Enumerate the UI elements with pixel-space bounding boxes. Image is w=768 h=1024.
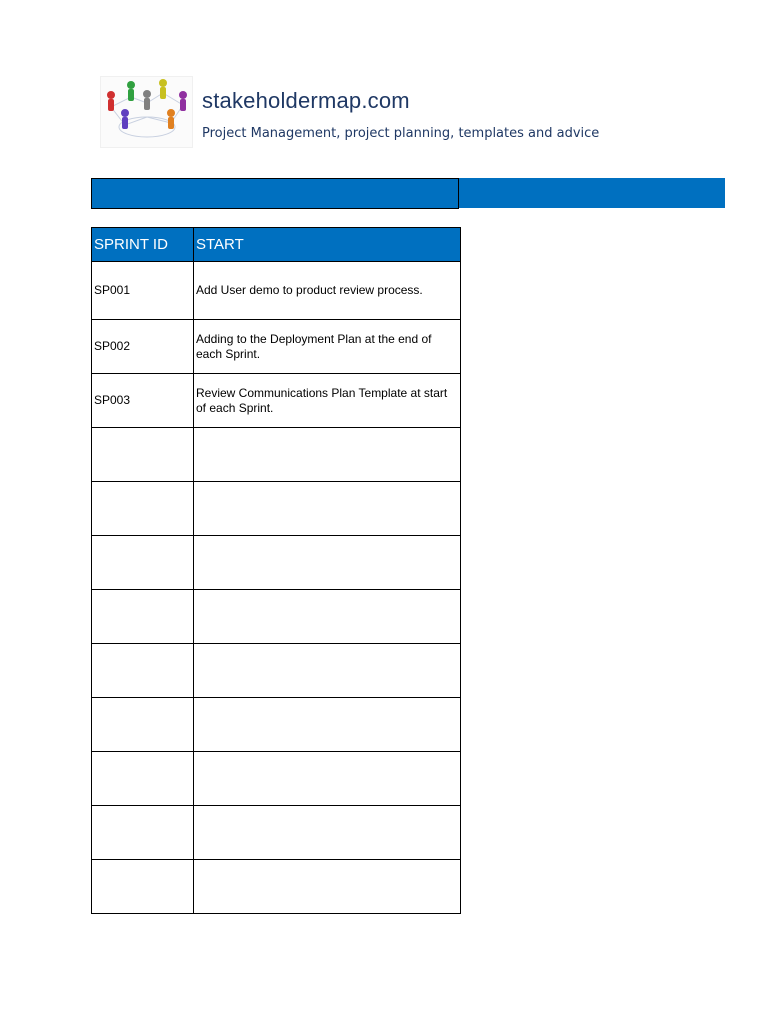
table-header-row — [92, 228, 461, 262]
table-row — [92, 374, 461, 428]
start-cell[interactable] — [194, 428, 461, 482]
title-bar — [91, 178, 459, 209]
start-cell[interactable] — [194, 698, 461, 752]
sprint-id-cell[interactable] — [92, 536, 194, 590]
table-row — [92, 262, 461, 320]
table-row — [92, 428, 461, 482]
table-row — [92, 644, 461, 698]
table-row — [92, 860, 461, 914]
sprint-id-cell[interactable]: SP001 — [92, 262, 194, 320]
table-row — [92, 482, 461, 536]
start-cell[interactable] — [194, 644, 461, 698]
sprint-id-cell[interactable] — [92, 590, 194, 644]
table-row — [92, 320, 461, 374]
start-cell[interactable] — [194, 806, 461, 860]
sprint-table — [91, 227, 461, 914]
sprint-id-cell[interactable] — [92, 752, 194, 806]
sprint-id-cell[interactable] — [92, 428, 194, 482]
start-cell[interactable]: Add User demo to product review process. — [194, 262, 461, 320]
sprint-id-cell[interactable] — [92, 806, 194, 860]
start-cell[interactable]: Review Communications Plan Template at start of each Sprint. — [194, 374, 461, 428]
start-cell[interactable] — [194, 536, 461, 590]
table-row — [92, 752, 461, 806]
sprint-id-cell[interactable]: SP002 — [92, 320, 194, 374]
start-cell[interactable] — [194, 752, 461, 806]
start-cell[interactable] — [194, 860, 461, 914]
sprint-id-cell[interactable]: SP003 — [92, 374, 194, 428]
table-row — [92, 698, 461, 752]
sprint-id-cell[interactable] — [92, 860, 194, 914]
brand-tagline: Project Management, project planning, templates and advice — [202, 126, 600, 141]
column-header-sprint-id: SPRINT ID — [92, 228, 194, 262]
column-header-start: START — [194, 228, 461, 262]
start-cell[interactable] — [194, 590, 461, 644]
stakeholder-network-icon — [100, 76, 193, 148]
start-cell[interactable]: Adding to the Deployment Plan at the end of each Sprint. — [194, 320, 461, 374]
table-row — [92, 536, 461, 590]
sprint-id-cell[interactable] — [92, 698, 194, 752]
table-row — [92, 590, 461, 644]
sprint-id-cell[interactable] — [92, 482, 194, 536]
table-row — [92, 806, 461, 860]
sprint-id-cell[interactable] — [92, 644, 194, 698]
brand-name: stakeholdermap.com — [202, 88, 410, 113]
title-bar-extension — [459, 178, 725, 208]
start-cell[interactable] — [194, 482, 461, 536]
